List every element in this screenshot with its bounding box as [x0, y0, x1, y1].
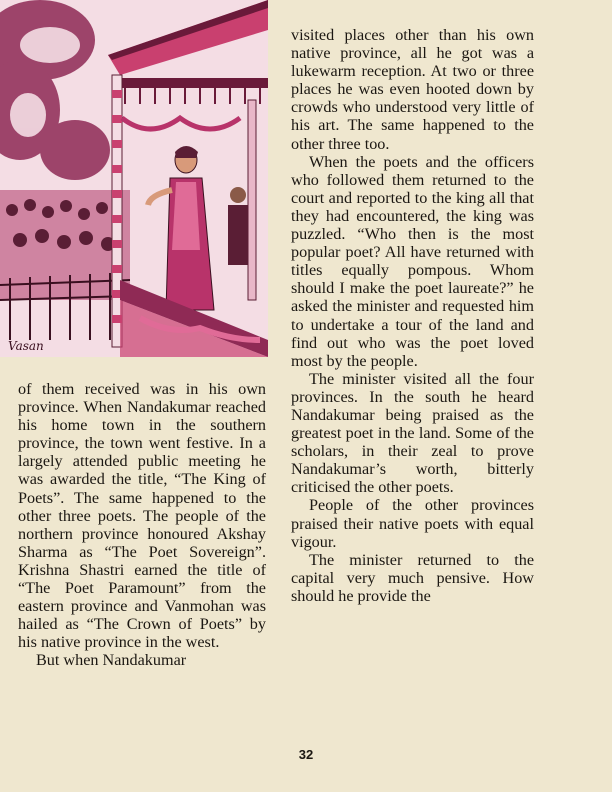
paragraph: The minister visited all the four provinces. In the south he heard Nandakumar being praised as the greatest poet in the land. Some of the scholars, in their zeal to prove Nandakumar’s worth, bitterly criticised the other poets.	[291, 369, 534, 497]
paragraph: But when Nandakumar	[36, 651, 187, 670]
left-text-column	[18, 380, 266, 670]
paragraph: The minister returned to the capital very much pensive. How should he provide the	[291, 550, 534, 605]
paragraph: visited places other than his own native province, all he got was a lukewarm reception. At two or three places he was even hooted down by crowds who understood very little of his art. The same happened to the other three too.	[291, 26, 534, 153]
paragraph: When the poets and the officers who followed them returned to the court and reported to the king all that they had encountered, the king was puzzled. “Who then is the most popular poet? All have returned with titles equally pompous. Whom should I make the poet laureate?” he asked the minister and requested him to undertake a tour of the land and find out who was the poet loved most by the people.	[291, 152, 534, 370]
right-text-column	[291, 26, 534, 605]
paragraph: People of the other provinces praised their native poets with equal vigour.	[291, 496, 534, 551]
page-number: 32	[298, 747, 314, 762]
svg-text:Vasan: Vasan	[8, 339, 44, 353]
story-illustration	[0, 0, 268, 357]
illustration-poet-on-stage	[0, 0, 268, 357]
paragraph: of them received was in his own province. When Nandakumar reached his home town in the southern province, the town went festive. In a largely attended public meeting he was awarded the title, “The King of Poets”. The same happened to the other three poets. The people of the northern province honoured Akshay Sharma as “The Poet Sovereign”. Krishna Shastri earned the title of “The Poet Paramount” from the eastern province and Vanmohan was hailed as “The Crown of Poets” by his native province in the west.	[18, 380, 266, 652]
